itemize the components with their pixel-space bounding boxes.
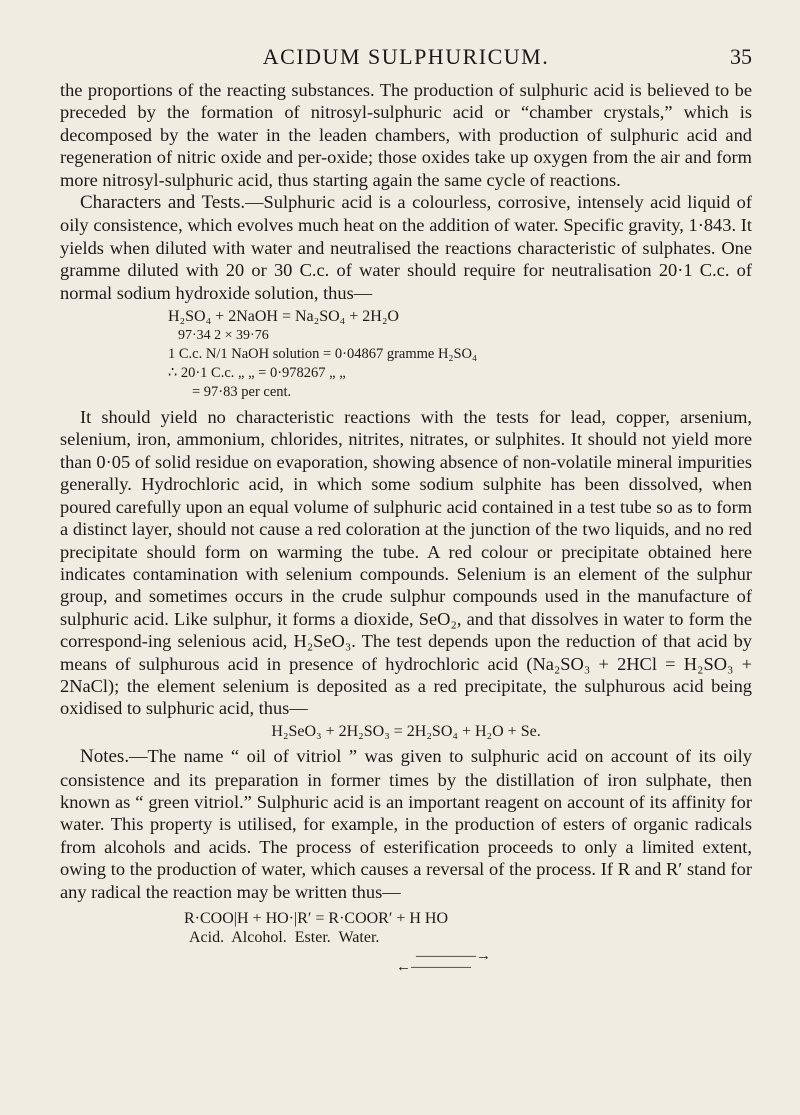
- characters-text: —Sulphuric acid is a colourless, corrosive, intensely acid liquid of oily consistence, which evolves much heat on the addition of water. Specific gravity, 1·843. It yields when diluted with water and neutralised the reactions characteristic of sulphates. One gramme diluted with 20 or 30 C.c. of water should require for neutralisation 20·1 C.c. of normal sodium hydroxide solution, thus—: [60, 192, 753, 303]
- reaction-arrows: [60, 947, 752, 975]
- section-heading-characters: Characters and Tests.: [80, 192, 246, 214]
- running-head: ACIDUM SULPHURICUM.: [262, 44, 550, 69]
- ester-equation-line: R·COO|H + HO·|R′ = R·COOR′ + H HO: [184, 910, 449, 927]
- backward-arrow-icon: ←————: [396, 959, 471, 975]
- page-header: [60, 44, 752, 74]
- equation-line: H₂SO₄ + 2NaOH = Na₂SO₄ + 2H₂O: [168, 308, 399, 326]
- ester-equation-labels: Acid. Alcohol. Ester. Water.: [189, 929, 380, 946]
- page-body: [60, 79, 753, 975]
- neutralisation-equation: [60, 307, 752, 402]
- page-number: 35: [730, 44, 752, 69]
- esterification-equation: [60, 909, 752, 975]
- paragraph-characters-and-tests: [60, 191, 752, 304]
- equation-line: 1 C.c. N/1 NaOH solution = 0·04867 gramme H₂SO₄: [168, 346, 478, 363]
- section-heading-notes: Notes.: [80, 746, 130, 768]
- selenium-equation: H₂SeO₃ + 2H₂SO₃ = 2H₂SO₄ + H₂O + Se.: [271, 722, 541, 740]
- forward-arrow-icon: ————→: [416, 948, 491, 964]
- equation-line: ∴ 20·1 C.c. „ „ = 0·978267 „ „: [168, 365, 346, 382]
- paragraph-continuation: the proportions of the reacting substances. The production of sulphuric acid is believed to be preceded by the formation of nitrosyl-sulphuric acid or “chamber crystals,” which is decomposed by the water in the leaden chambers, with production of sulphuric acid and regeneration of nitric oxide and per-oxide; those oxides take up oxygen from the air and form more nitrosyl-sulphuric acid, thus starting again the same cycle of reactions.: [60, 80, 752, 190]
- paragraph-notes: [60, 745, 752, 903]
- paragraph-tests: It should yield no characteristic reactions with the tests for lead, copper, arsenium, selenium, iron, ammonium, chlorides, nitrites, nitrates, or sulphites. It should not yield more than 0·05 of solid residue on evaporation, showing absence of non-volatile mineral impurities generally. Hydrochloric acid, in which some sodium sulphite has been dissolved, when poured carefully upon an equal volume of sulphuric acid contained in a test tube so as to form a distinct layer, should not cause a red coloration at the junction of the two liquids, and no red precipitate should form on warming the tube. A red colour or precipitate obtained here indicates contamination with selenium compounds. Selenium is an element of the sulphur group, and sometimes occurs in the crude sulphur compounds used in the manufacture of sulphuric acid. Like sulphur, it forms a dioxide, SeO₂, and that dissolves in water to form the correspond-ing selenious acid, H₂SeO₃. The test depends upon the reduction of that acid by means of sulphurous acid in presence of hydrochloric acid (Na₂SO₃ + 2HCl = H₂SO₃ + 2NaCl); the element selenium is deposited as a red precipitate, the sulphurous acid being oxidised to sulphuric acid, thus—: [60, 407, 752, 719]
- notes-text: —The name “ oil of vitriol ” was given to sulphuric acid on account of its oily consistence and its preparation in former times by the distillation of iron sulphate, then known as “ green vitriol.” Sulphuric acid is an important reagent on account of its affinity for water. This property is utilised, for example, in the production of esters of organic radicals from alcohols and acids. The process of esterification proceeds to only a limited extent, owing to the production of water, which causes a reversal of the process. If R and R′ stand for any radical the reaction may be written thus—: [60, 746, 752, 902]
- equation-result: = 97·83 per cent.: [192, 384, 292, 401]
- equation-weights: 97·34 2 × 39·76: [178, 328, 269, 344]
